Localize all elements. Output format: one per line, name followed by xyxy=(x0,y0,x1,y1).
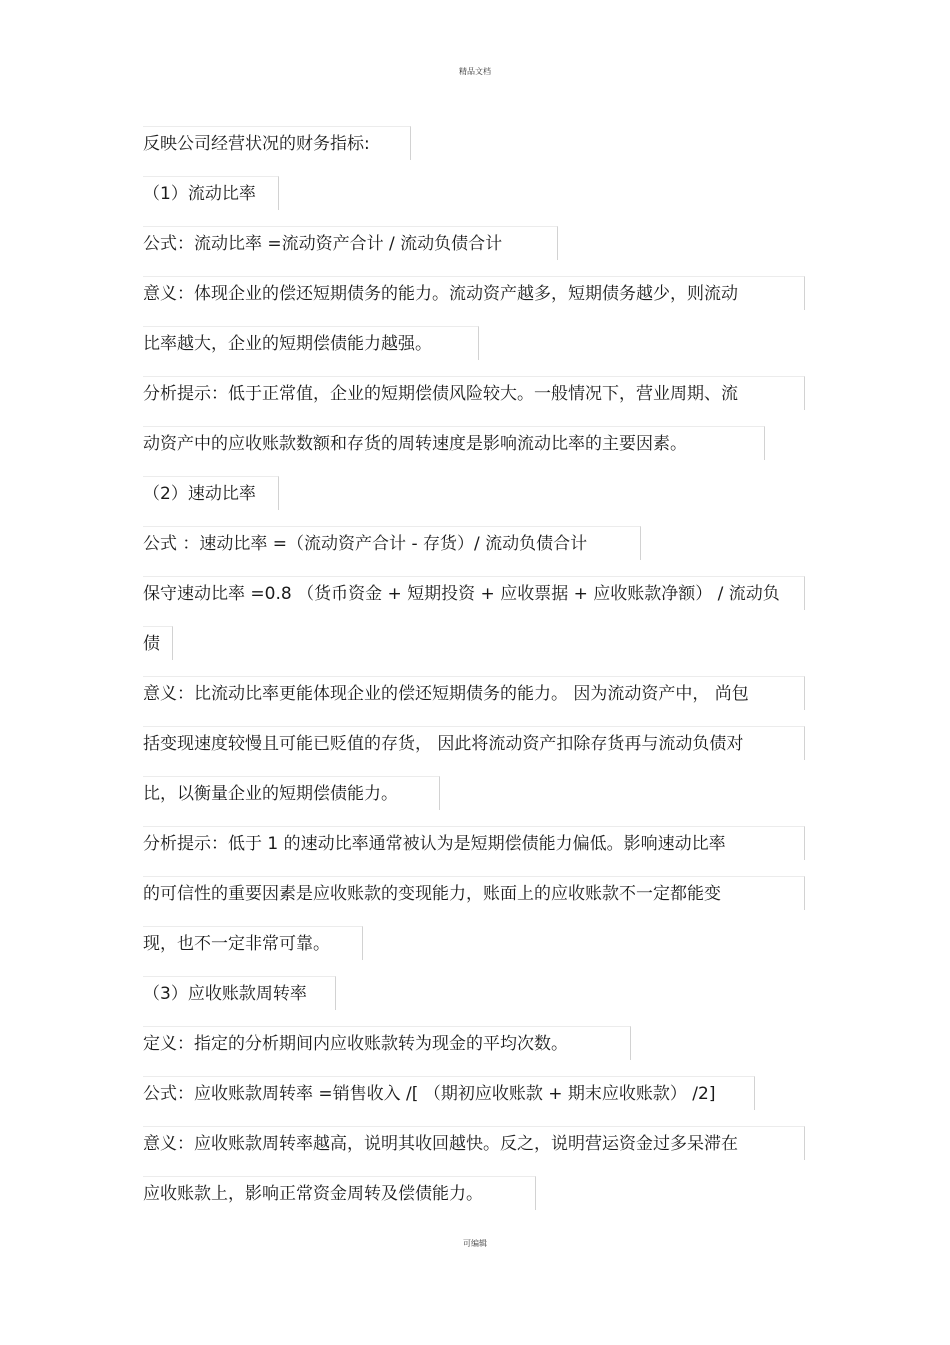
text-line: 括变现速度较慢且可能已贬值的存货， 因此将流动资产扣除存货再与流动负债对 xyxy=(143,726,805,760)
text-line: 保守速动比率 =0.8 （货币资金 + 短期投资 + 应收票据 + 应收账款净额） / 流动负 xyxy=(143,576,805,610)
text-line: 债 xyxy=(143,626,173,660)
text-line: 意义：应收账款周转率越高，说明其收回越快。反之，说明营运资金过多呆滞在 xyxy=(143,1126,805,1160)
text-line: 分析提示：低于 1 的速动比率通常被认为是短期偿债能力偏低。影响速动比率 xyxy=(143,826,805,860)
section-heading: （3）应收账款周转率 xyxy=(143,976,336,1010)
page-header: 精品文档 xyxy=(459,67,491,76)
text-line: 公式：应收账款周转率 =销售收入 /[ （期初应收账款 + 期末应收账款） /2] xyxy=(143,1076,755,1110)
text-line: 公式：流动比率 =流动资产合计 / 流动负债合计 xyxy=(143,226,558,260)
text-line: 公式 ：速动比率 =（流动资产合计 - 存货）/ 流动负债合计 xyxy=(143,526,641,560)
text-line: 现，也不一定非常可靠。 xyxy=(143,926,363,960)
text-line: 动资产中的应收账款数额和存货的周转速度是影响流动比率的主要因素。 xyxy=(143,426,765,460)
text-line: 反映公司经营状况的财务指标: xyxy=(143,126,411,160)
text-line: 分析提示：低于正常值，企业的短期偿债风险较大。一般情况下，营业周期、流 xyxy=(143,376,805,410)
text-line: 定义：指定的分析期间内应收账款转为现金的平均次数。 xyxy=(143,1026,631,1060)
text-line: 比率越大，企业的短期偿债能力越强。 xyxy=(143,326,479,360)
text-line: 的可信性的重要因素是应收账款的变现能力，账面上的应收账款不一定都能变 xyxy=(143,876,805,910)
text-line: 应收账款上，影响正常资金周转及偿债能力。 xyxy=(143,1176,536,1210)
section-heading: （1）流动比率 xyxy=(143,176,279,210)
text-line: 意义：比流动比率更能体现企业的偿还短期债务的能力。 因为流动资产中， 尚包 xyxy=(143,676,805,710)
page-footer: 可编辑 xyxy=(463,1239,487,1248)
section-heading: （2）速动比率 xyxy=(143,476,279,510)
text-line: 意义：体现企业的偿还短期债务的能力。流动资产越多，短期债务越少，则流动 xyxy=(143,276,805,310)
text-line: 比，以衡量企业的短期偿债能力。 xyxy=(143,776,440,810)
